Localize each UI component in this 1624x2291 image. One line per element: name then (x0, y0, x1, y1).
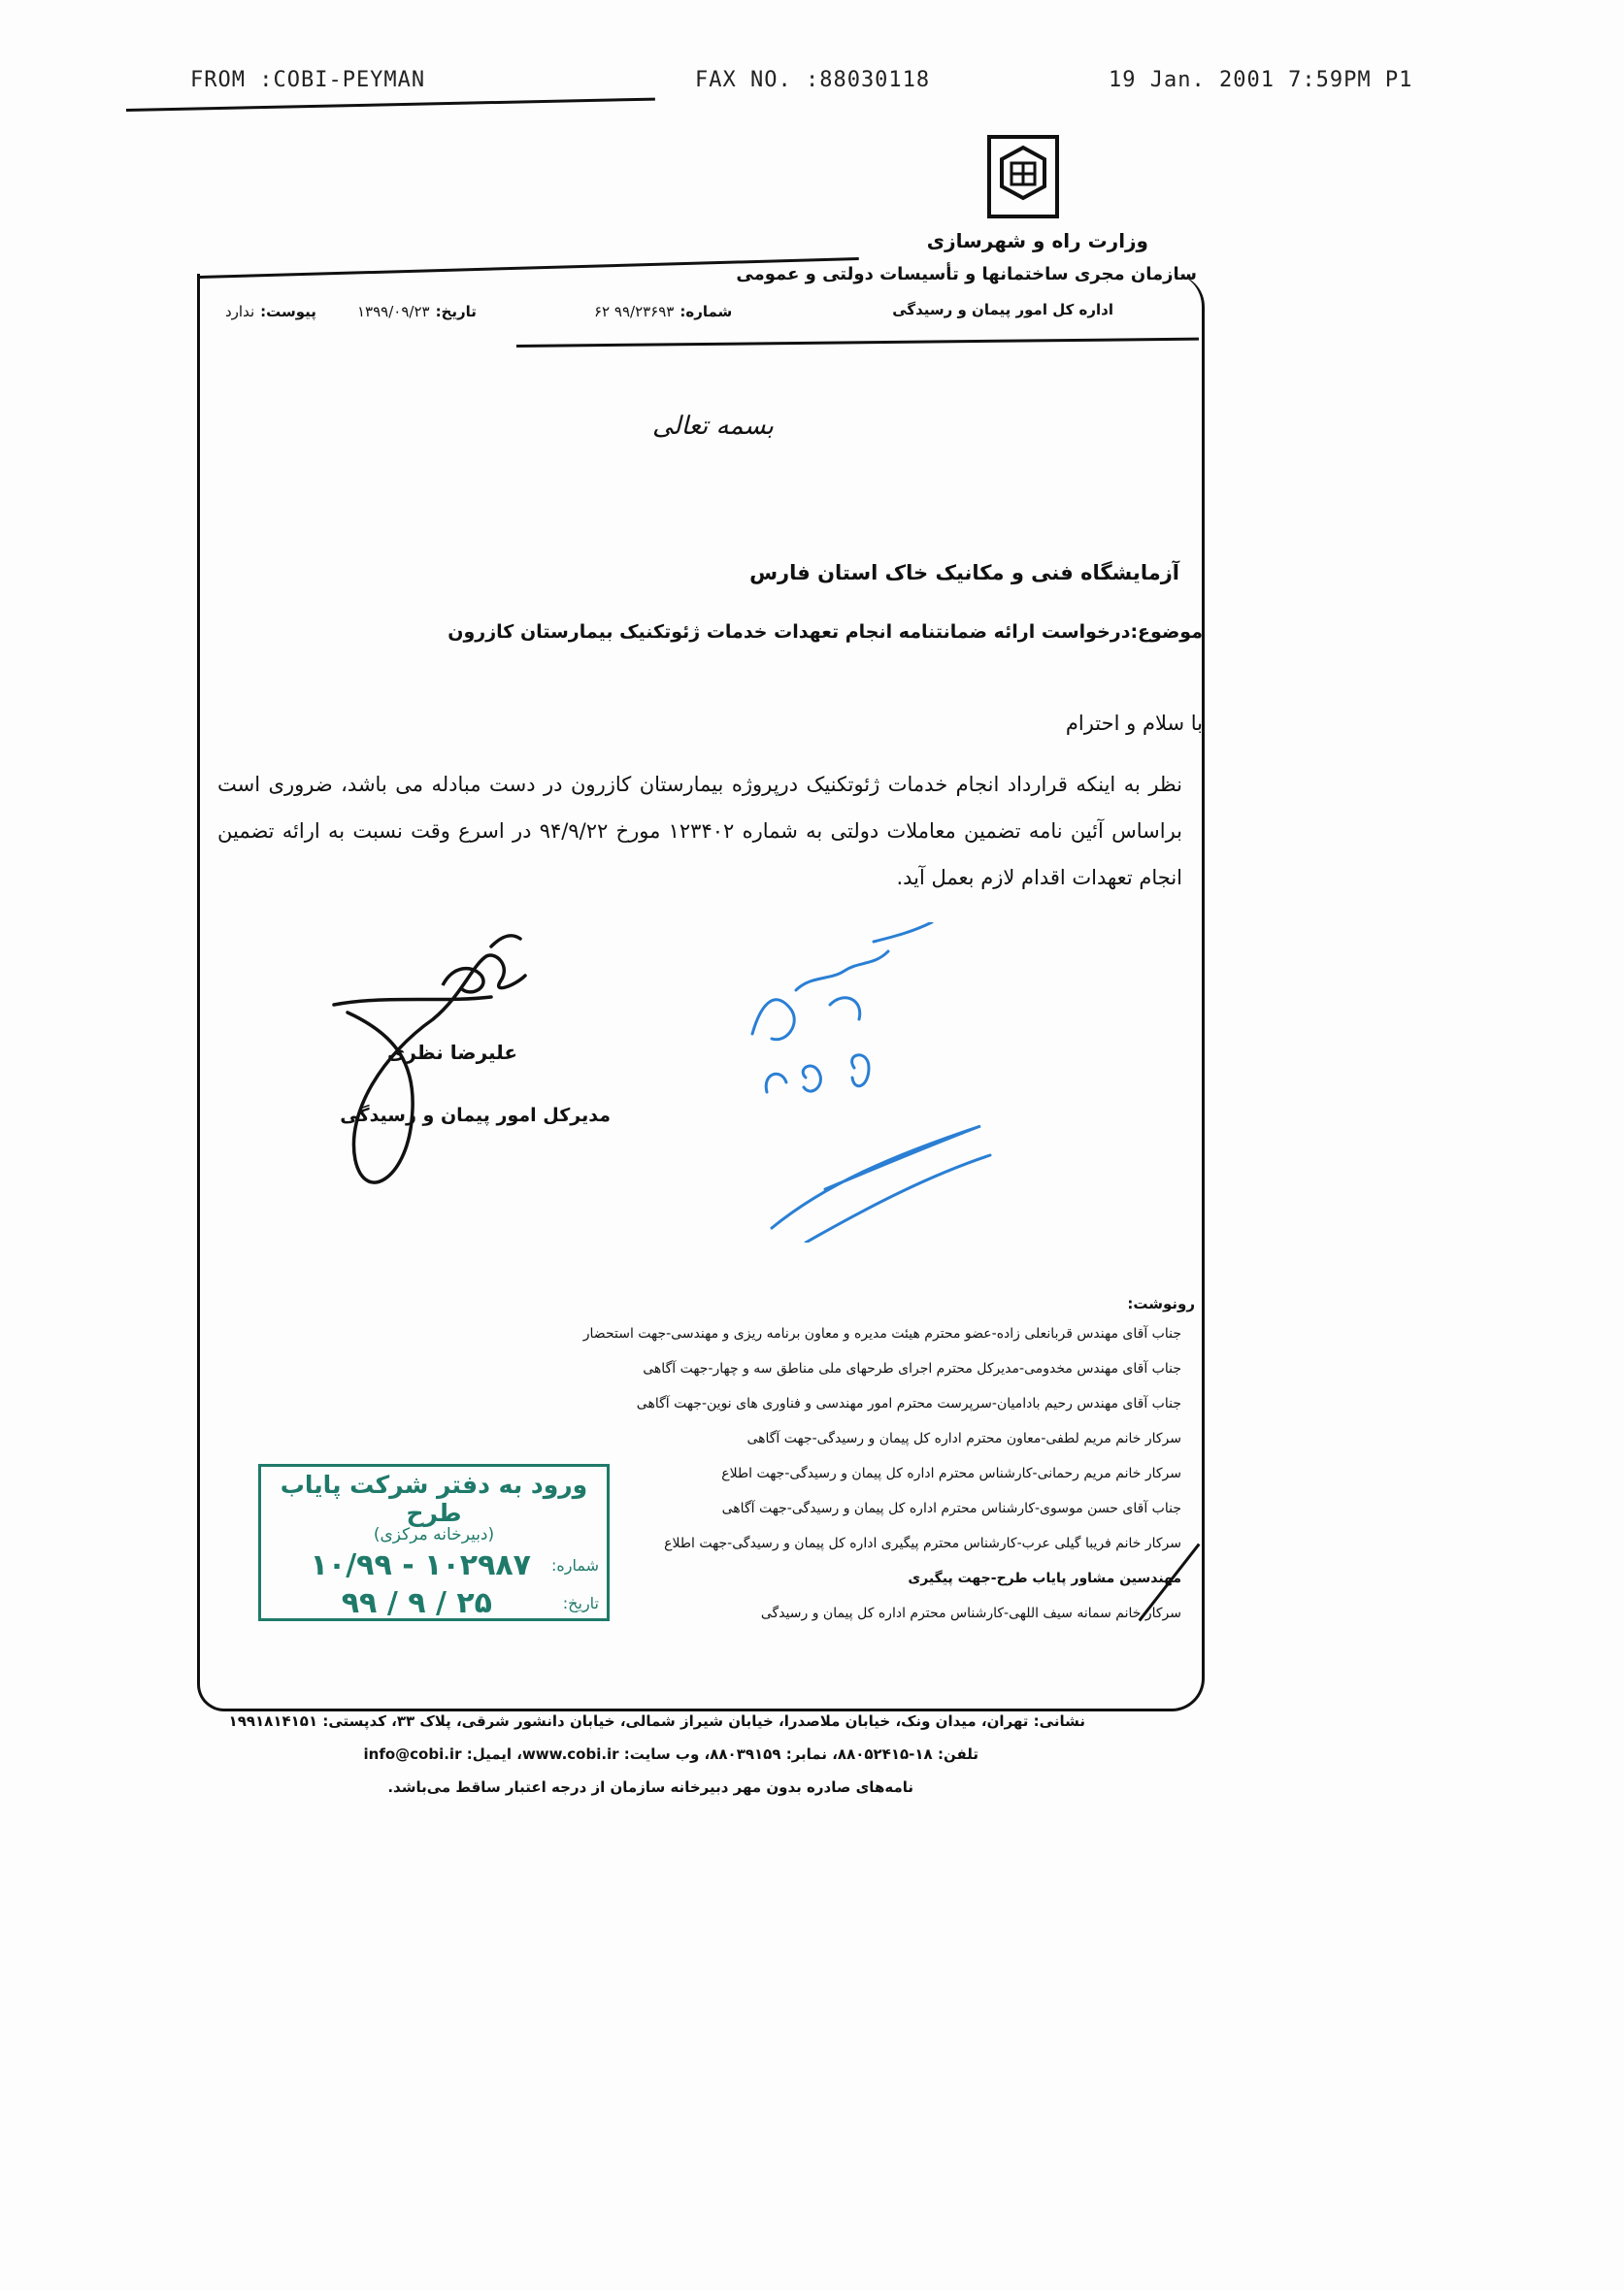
letter-number-label: شماره: (679, 303, 733, 320)
ministry-logo-icon (986, 134, 1060, 219)
stamp-number-label: شماره: (550, 1556, 599, 1575)
stamp-subtitle: (دبیرخانه مرکزی) (373, 1525, 495, 1544)
cc-item: سرکار خانم فریبا گیلی عرب-کارشناس محترم پیگیری اداره کل پیمان و رسیدگی-جهت اطلاع (664, 1536, 1181, 1551)
signature-mark (326, 927, 540, 1204)
letter-attachment (225, 303, 316, 320)
fax-number: FAX NO. :88030118 (695, 68, 931, 92)
letter-number (594, 303, 732, 320)
fax-sender: FROM :COBI-PEYMAN (190, 68, 426, 92)
stamp-date-row (269, 1586, 599, 1620)
registry-stamp (258, 1464, 610, 1621)
cc-item: جناب آقای حسن موسوی-کارشناس محترم اداره کل پیمان و رسیدگی-جهت آگاهی (721, 1501, 1181, 1516)
basmala-heading: بسمه تعالی (652, 412, 774, 441)
footer-contact: تلفن: ۱۸-۸۸۰۵۲۴۱۵، نمابر: ۸۸۰۳۹۱۵۹، وب سایت: www.cobi.ir، ایمیل: info@cobi.ir (363, 1745, 978, 1763)
fax-underline (126, 98, 655, 112)
organization-name: سازمان مجری ساختمانها و تأسیسات دولتی و عمومی (736, 264, 1197, 284)
cc-item: جناب آقای مهندس رحیم بادامیان-سرپرست محترم امور مهندسی و فناوری های نوین-جهت آگاهی (636, 1396, 1181, 1411)
footer-address: نشانی: تهران، میدان ونک، خیابان ملاصدرا، خیابان شیراز شمالی، خیابان دانشور شرقی، پلاک ۳۳، کدپستی: ۱۹۹۱۸۱۴۱۵۱ (228, 1712, 1085, 1730)
letter-attachment-label: پیوست: (260, 303, 316, 320)
letter-date-label: تاریخ: (435, 303, 477, 320)
footer-note: نامه‌های صادره بدون مهر دبیرخانه سازمان از درجه اعتبار ساقط می‌باشد. (387, 1778, 913, 1796)
signatory-title: مدیرکل امور پیمان و رسیدگی (340, 1105, 611, 1126)
fax-timestamp: 19 Jan. 2001 7:59PM P1 (1109, 68, 1413, 92)
cc-item: جناب آقای مهندس قربانعلی زاده-عضو محترم هیئت مدیره و معاون برنامه ریزی و مهندسی-جهت استحضار (582, 1326, 1181, 1342)
letter-date-value: ۱۳۹۹/۰۹/۲۳ (357, 303, 430, 320)
cc-title: رونوشت: (1127, 1295, 1195, 1312)
signatory-name: علیرضا نظری (387, 1041, 517, 1064)
cc-item: جناب آقای مهندس مخدومی-مدیرکل محترم اجرای طرحهای ملی مناطق سه و چهار-جهت آگاهی (643, 1361, 1181, 1377)
handwritten-registration-note (738, 922, 1010, 1243)
stamp-title: ورود به دفتر شرکت پایاب طرح (280, 1471, 588, 1527)
letter-number-value: ۹۹/۲۳۶۹۳ ۶۲ (594, 303, 675, 320)
cc-item: سرکار خانم مریم رحمانی-کارشناس محترم اداره کل پیمان و رسیدگی-جهت اطلاع (721, 1466, 1181, 1481)
department-name: اداره کل امور پیمان و رسیدگی (892, 301, 1113, 318)
stamp-number-value: ۱۰/۹۹ - ۱۰۲۹۸۷ (310, 1548, 531, 1582)
stamp-date-label: تاریخ: (562, 1594, 599, 1612)
ministry-name: وزارت راه و شهرسازی (926, 229, 1148, 252)
letter-attachment-value: ندارد (225, 303, 255, 320)
greeting: با سلام و احترام (1065, 712, 1203, 735)
subject-line: موضوع:درخواست ارائه ضمانتنامه انجام تعهدات خدمات ژئوتکنیک بیمارستان کازرون (447, 621, 1203, 643)
letter-body: نظر به اینکه قرارداد انجام خدمات ژئوتکنیک درپروژه بیمارستان کازرون در دست مبادله می باشد، ضروری است براساس آئین نامه تضمین معاملات دولتی به شماره ۱۲۳۴۰۲ مورخ ۹۴/۹/۲۲ در اسرع وقت نسبت به ارائه تضمین انجام تعهدات اقدام لازم بعمل آید. (217, 773, 1183, 889)
recipient: آزمایشگاه فنی و مکانیک خاک استان فارس (749, 561, 1179, 584)
cc-item: مهندسین مشاور پایاب طرح-جهت پیگیری (908, 1571, 1181, 1586)
stamp-date-value: ۹۹ / ۹ / ۲۵ (341, 1586, 492, 1620)
stamp-number-row (269, 1548, 599, 1582)
cc-item: سرکار خانم سمانه سیف اللهی-کارشناس محترم اداره کل پیمان و رسیدگی (760, 1606, 1181, 1621)
cc-item: سرکار خانم مریم لطفی-معاون محترم اداره کل پیمان و رسیدگی-جهت آگاهی (746, 1431, 1181, 1446)
letter-date (357, 303, 477, 320)
